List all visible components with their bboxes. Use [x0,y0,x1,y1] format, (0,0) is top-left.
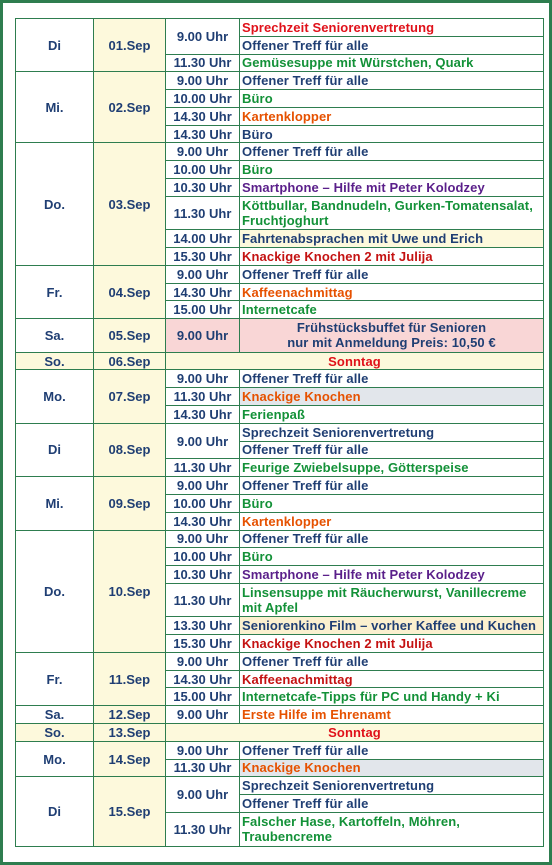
time-cell: 11.30 Uhr [166,388,240,406]
event-cell: Kaffeenachmittag [240,283,544,301]
time-cell: 9.00 Uhr [166,265,240,283]
day-cell: Mo. [16,741,94,777]
time-cell: 9.00 Uhr [166,19,240,55]
date-cell: 01.Sep [94,19,166,72]
schedule-row [16,741,544,759]
time-cell: 15.00 Uhr [166,688,240,706]
schedule-row [16,143,544,161]
date-cell: 13.Sep [94,724,166,742]
event-cell: Kartenklopper [240,512,544,530]
sunday-label: Sonntag [166,352,544,370]
day-cell: Di [16,423,94,476]
date-cell: 07.Sep [94,370,166,423]
schedule-row [16,19,544,37]
event-cell: Internetcafe [240,301,544,319]
event-cell: Offener Treff für alle [240,265,544,283]
day-cell: Do. [16,530,94,652]
date-cell: 04.Sep [94,265,166,318]
day-row-sunday [16,724,544,742]
date-cell: 02.Sep [94,72,166,143]
event-cell: Smartphone – Hilfe mit Peter Kolodzey [240,566,544,584]
time-cell: 14.00 Uhr [166,230,240,248]
event-cell: Sprechzeit Seniorenvertretung [240,19,544,37]
time-cell: 9.00 Uhr [166,652,240,670]
date-cell: 15.Sep [94,777,166,847]
event-cell: Büro [240,548,544,566]
event-cell: Büro [240,90,544,108]
time-cell: 10.00 Uhr [166,494,240,512]
time-cell: 14.30 Uhr [166,670,240,688]
time-cell: 14.30 Uhr [166,125,240,143]
event-cell: Offener Treff für alle [240,72,544,90]
date-cell: 03.Sep [94,143,166,265]
time-cell: 9.00 Uhr [166,706,240,724]
event-cell: Offener Treff für alle [240,477,544,495]
event-cell: Gemüsesuppe mit Würstchen, Quark [240,54,544,72]
time-cell: 15.30 Uhr [166,248,240,266]
event-cell: Offener Treff für alle [240,36,544,54]
schedule-row [16,477,544,495]
event-cell: Sprechzeit Seniorenvertretung [240,423,544,441]
day-cell: Fr. [16,265,94,318]
date-cell: 06.Sep [94,352,166,370]
time-cell: 15.00 Uhr [166,301,240,319]
day-cell: Mo. [16,370,94,423]
schedule-row [16,423,544,441]
event-cell: Offener Treff für alle [240,741,544,759]
time-cell: 9.00 Uhr [166,72,240,90]
time-cell: 10.30 Uhr [166,566,240,584]
date-cell: 11.Sep [94,652,166,705]
event-cell: Seniorenkino Film – vorher Kaffee und Kuchen [240,617,544,635]
time-cell: 10.00 Uhr [166,548,240,566]
event-cell: Sprechzeit Seniorenvertretung [240,777,544,795]
time-cell: 14.30 Uhr [166,406,240,424]
time-cell: 9.00 Uhr [166,423,240,459]
event-cell: Offener Treff für alle [240,370,544,388]
schedule-row [16,530,544,548]
time-cell: 11.30 Uhr [166,196,240,229]
event-cell: Offener Treff für alle [240,652,544,670]
event-cell: Büro [240,125,544,143]
date-cell: 09.Sep [94,477,166,530]
time-cell: 9.00 Uhr [166,143,240,161]
day-cell: Sa. [16,706,94,724]
time-cell: 9.00 Uhr [166,477,240,495]
schedule-row [16,370,544,388]
event-cell: Erste Hilfe im Ehrenamt [240,706,544,724]
schedule-row [16,319,544,352]
day-cell: Sa. [16,319,94,352]
event-cell: Offener Treff für alle [240,441,544,459]
sunday-label: Sonntag [166,724,544,742]
time-cell: 14.30 Uhr [166,283,240,301]
time-cell: 11.30 Uhr [166,583,240,616]
time-cell: 9.00 Uhr [166,319,240,352]
event-cell: Büro [240,161,544,179]
time-cell: 9.00 Uhr [166,741,240,759]
date-cell: 14.Sep [94,741,166,777]
schedule-row [16,652,544,670]
event-cell: Kartenklopper [240,107,544,125]
time-cell: 11.30 Uhr [166,54,240,72]
day-cell: Mi. [16,477,94,530]
event-cell: Knackige Knochen [240,759,544,777]
event-cell: Köttbullar, Bandnudeln, Gurken-Tomatensalat, Fruchtjoghurt [240,196,544,229]
time-cell: 14.30 Uhr [166,512,240,530]
time-cell: 15.30 Uhr [166,635,240,653]
event-cell: Smartphone – Hilfe mit Peter Kolodzey [240,179,544,197]
time-cell: 11.30 Uhr [166,759,240,777]
day-row-sunday [16,352,544,370]
schedule-row [16,265,544,283]
event-cell: Büro [240,494,544,512]
schedule-row [16,706,544,724]
day-cell: Do. [16,143,94,265]
event-cell: Offener Treff für alle [240,143,544,161]
event-cell: Ferienpaß [240,406,544,424]
day-cell: Di [16,777,94,847]
time-cell: 9.00 Uhr [166,530,240,548]
event-cell: Knackige Knochen [240,388,544,406]
time-cell: 11.30 Uhr [166,812,240,846]
event-cell: Knackige Knochen 2 mit Julija [240,248,544,266]
event-cell: Kaffeenachmittag [240,670,544,688]
time-cell: 9.00 Uhr [166,777,240,813]
day-cell: Mi. [16,72,94,143]
schedule-row [16,72,544,90]
date-cell: 08.Sep [94,423,166,476]
event-cell: Frühstücksbuffet für Senioren nur mit Anmeldung Preis: 10,50 € [240,319,544,352]
event-cell: Fahrtenabsprachen mit Uwe und Erich [240,230,544,248]
schedule-table [15,18,544,847]
time-cell: 9.00 Uhr [166,370,240,388]
time-cell: 11.30 Uhr [166,459,240,477]
event-cell: Internetcafe-Tipps für PC und Handy + Ki [240,688,544,706]
date-cell: 10.Sep [94,530,166,652]
event-cell: Linsensuppe mit Räucherwurst, Vanillecreme mit Apfel [240,583,544,616]
time-cell: 10.00 Uhr [166,90,240,108]
event-cell: Offener Treff für alle [240,795,544,813]
day-cell: Di [16,19,94,72]
schedule-row [16,777,544,795]
event-cell: Falscher Hase, Kartoffeln, Möhren, Traubencreme [240,812,544,846]
event-cell: Offener Treff für alle [240,530,544,548]
event-cell: Knackige Knochen 2 mit Julija [240,635,544,653]
time-cell: 13.30 Uhr [166,617,240,635]
day-cell: So. [16,724,94,742]
date-cell: 05.Sep [94,319,166,352]
time-cell: 14.30 Uhr [166,107,240,125]
time-cell: 10.30 Uhr [166,179,240,197]
date-cell: 12.Sep [94,706,166,724]
event-cell: Feurige Zwiebelsuppe, Götterspeise [240,459,544,477]
time-cell: 10.00 Uhr [166,161,240,179]
day-cell: So. [16,352,94,370]
day-cell: Fr. [16,652,94,705]
